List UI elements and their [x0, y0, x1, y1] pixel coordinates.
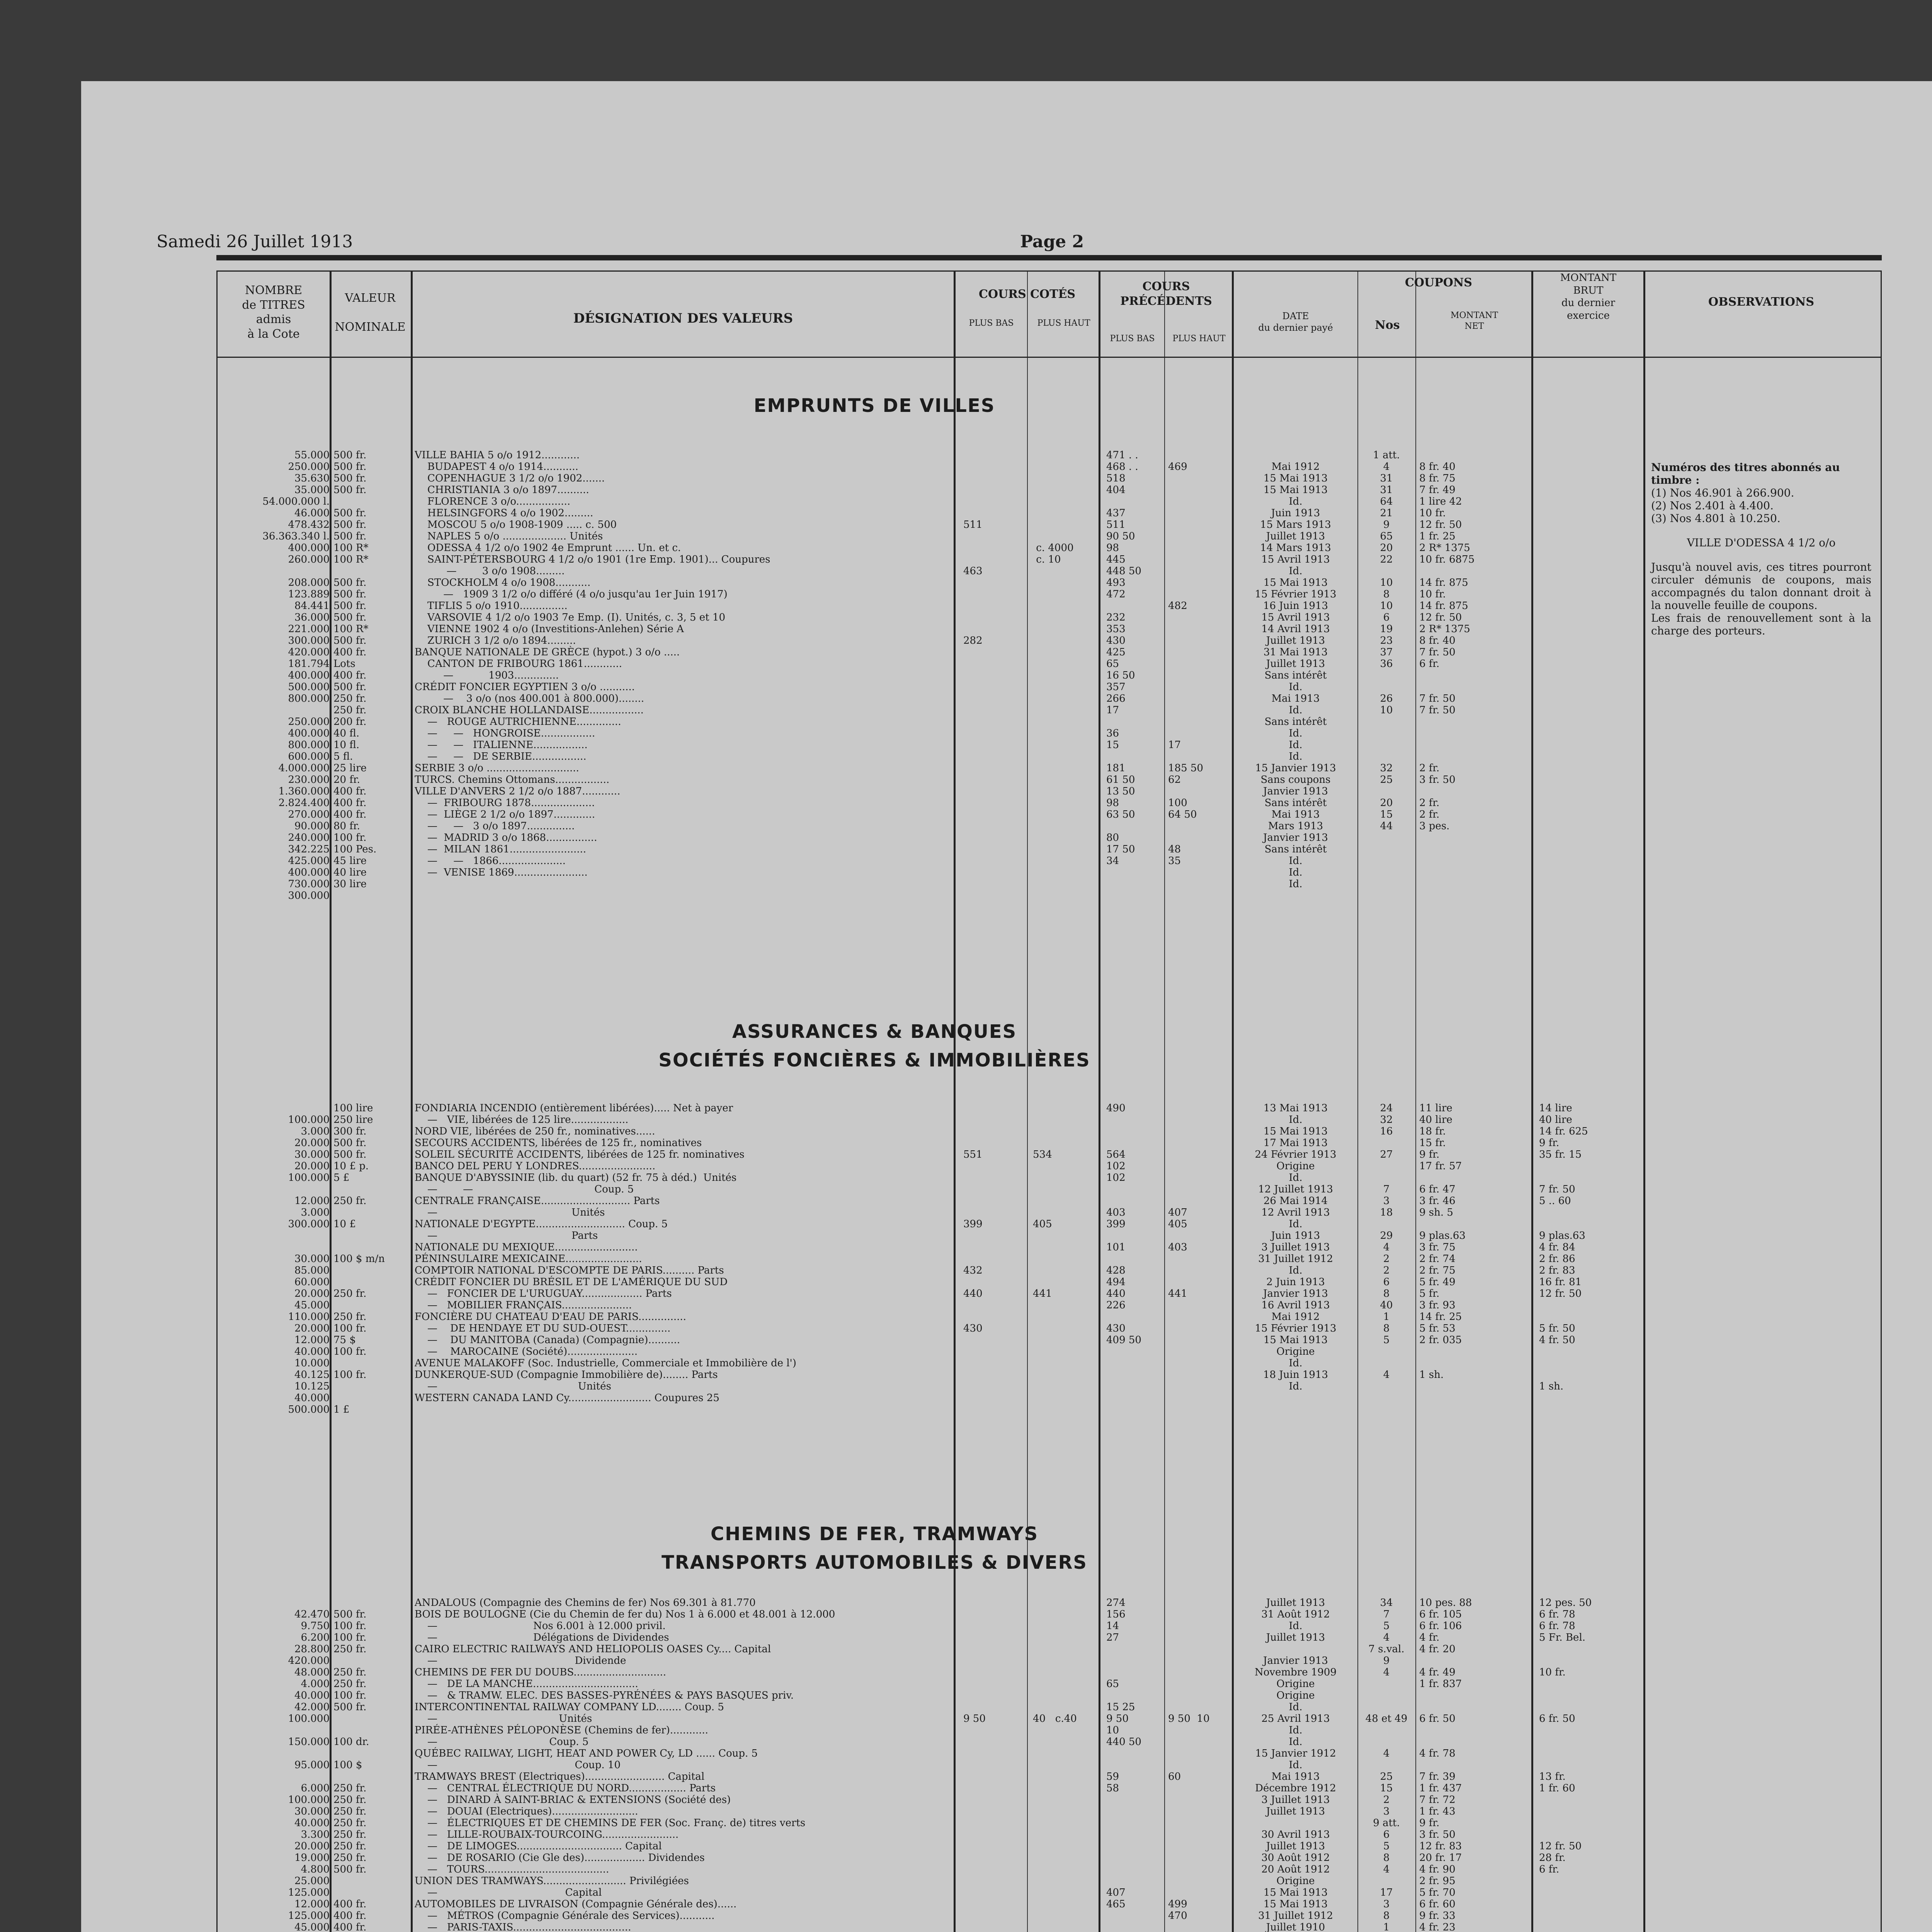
header-prec-plus-bas: PLUS BAS: [1110, 334, 1155, 344]
villes-coupon-dates: Mai 1912 15 Mai 1913 15 Mai 1913 Id. Juin 1913 15 Mars 1913 Juillet 1913 14 Mars 1913 15 Avril 1913 Id. 15 Mai 1913 15 Février 1913 16 Juin 1913 15 Avril 1913 14 Avril 1913 Juillet 1913 31 Mai 1913 Juillet 1913 Sans intérêt Id. Mai 1913 Id. Sans intérêt Id. Id. Id. 15 Janvier 1913 Sans coupons Janvier 1913 Sans intérêt Mai 1913 Mars 1913 Janvier 1913 Sans intérêt Id. Id. Id.: [1255, 461, 1337, 890]
villes-montants: 8 fr. 40 8 fr. 75 7 fr. 49 1 lire 42 10 fr. 12 fr. 50 1 fr. 25 2 R* 1375 10 fr. 6875 14 fr. 875 10 fr. 14 fr. 875 12 fr. 50 2 R* 1375 8 fr. 40 7 fr. 50 6 fr. 7 fr. 50 7 fr. 50 2 fr. 3 fr. 50 2 fr. 2 fr. 3 pes.: [1419, 461, 1475, 832]
header-montant-net: MONTANT NET: [1450, 311, 1498, 331]
header-valeur: VALEUR NOMINALE: [335, 291, 406, 334]
header-cours-precedents: COURS PRÉCÉDENTS: [1120, 280, 1212, 308]
section-title-villes: EMPRUNTS DE VILLES: [753, 395, 995, 417]
obs-timbre-body: (1) Nos 46.901 à 266.900. (2) Nos 2.401 à 4.400. (3) Nos 4.801 à 10.250.: [1651, 486, 1794, 525]
header-nombre: NOMBRE de TITRES admis à la Cote: [242, 284, 305, 341]
header-cours-cotes: COURS COTÉS: [978, 287, 1076, 301]
cdf-designations: ANDALOUS (Compagnie des Chemins de fer) Nos 69.301 à 81.770 BOIS DE BOULOGNE (Cie du Chemin de fer du) Nos 1 à 6.000 et 48.001 à 12.000 — Nos 6.001 à 12.000 privil. — Délégations de Dividendes CAIRO ELECTRIC RAILWAYS AND HELIOPOLIS OASES Cy.... Capital — Dividende CHEMINS DE FER DU DOUBS............................. — DE LA MANCHE................................. — & TRAMW. ELEC. DES BASSES-PYRÉNÉES & PAYS BASQUES priv. INTERCONTINENTAL RAILWAY COMPANY LD........ Coup. 5 — Unités PIRÉE-ATHÈNES PÉLOPONÈSE (Chemins de fer)............ — Coup. 5 QUÉBEC RAILWAY, LIGHT, HEAT AND POWER Cy, LD ...... Coup. 5 — Coup. 10 TRAMWAYS BREST (Electriques)......................... Capital — CENTRAL ÉLECTRIQUE DU NORD.................. Parts — DINARD À SAINT-BRIAC & EXTENSIONS (Société des) — DOUAI (Electriques)........................... — ÉLECTRIQUES ET DE CHEMINS DE FER (Soc. Franç. de) titres verts — LILLE-ROUBAIX-TOURCOING........................ — DE LIMOGES................................. Capital — DE ROSARIO (Cie Gle des)................... Dividendes — TOURS....................................... UNION DES TRAMWAYS.......................... Privilégiées — Capital AUTOMOBILES DE LIVRAISON (Compagnie Générale des)...... — MÉTROS (Compagnie Générale des Services)........... — PARIS-TAXIS.....................................: [415, 1597, 835, 1932]
assur-coupon-dates: 13 Mai 1913 Id. 15 Mai 1913 17 Mai 1913 24 Février 1913 Origine Id. 12 Juillet 1913 26 Mai 1914 12 Avril 1913 Id. Juin 1913 3 Juillet 1913 31 Juillet 1912 Id. 2 Juin 1913 Janvier 1913 16 Avril 1913 Mai 1912 15 Février 1913 15 Mai 1913 Origine Id. 18 Juin 1913 Id.: [1255, 1102, 1337, 1392]
assur-cours-haut: 534 405 441: [1033, 1149, 1052, 1299]
column-divider: [1643, 272, 1645, 1932]
cdf-brut: 12 pes. 50 6 fr. 78 6 fr. 78 5 Fr. Bel. 10 fr. 6 fr. 50 13 fr. 1 fr. 60 12 fr. 50 28 fr. 6 fr.: [1539, 1597, 1592, 1875]
section-cdf-line1: CHEMINS DE FER, TRAMWAYS: [710, 1523, 1039, 1545]
assur-brut: 14 lire 40 lire 14 fr. 625 9 fr. 35 fr. 15 7 fr. 50 5 .. 60 9 plas.63 4 fr. 84 2 fr. 86 2 fr. 83 16 fr. 81 12 fr. 50 5 fr. 50 4 fr. 50 1 sh.: [1539, 1102, 1588, 1392]
cdf-prec-haut: 9 50 10 60 499 470: [1168, 1713, 1210, 1922]
cdf-coupon-nos: 34 7 5 4 7 s.val. 9 4 48 et 49 4 25 15 2 3 9 att. 6 5 8 4 17 3 8 1: [1365, 1597, 1408, 1932]
header-bottom-rule: [218, 357, 1881, 358]
cdf-nombres: 42.470 9.750 6.200 28.800 420.000 48.000 4.000 40.000 42.000 100.000 150.000 95.000 6.000 100.000 30.000 40.000 3.300 20.000 19.000 4.800 25.000 125.000 12.000 125.000 45.000: [288, 1609, 330, 1932]
section-assurances-line1: ASSURANCES & BANQUES: [732, 1021, 1017, 1043]
header-plus-bas: PLUS BAS: [969, 318, 1014, 328]
column-divider: [330, 272, 332, 1932]
assur-designations: FONDIARIA INCENDIO (entièrement libérées)..... Net à payer — VIE, libérées de 125 lire.................. NORD VIE, libérées de 250 fr., nominatives...... SECOURS ACCIDENTS, libérées de 125 fr., nominatives SOLEIL SÉCURITÉ ACCIDENTS, libérées de 125 fr. nominatives BANCO DEL PERU Y LONDRES........................ BANQUE D'ABYSSINIE (lib. du quart) (52 fr. 75 à déd.) Unités — — Coup. 5 CENTRALE FRANÇAISE............................ Parts — Unités NATIONALE D'EGYPTE............................ Coup. 5 — Parts NATIONALE DU MEXIQUE.......................... PÉNINSULAIRE MEXICAINE........................ COMPTOIR NATIONAL D'ESCOMPTE DE PARIS.......... Parts CRÉDIT FONCIER DU BRÉSIL ET DE L'AMÉRIQUE DU SUD — FONCIER DE L'URUGUAY................... Parts — MOBILIER FRANÇAIS...................... FONCIÈRE DU CHATEAU D'EAU DE PARIS............... — DE HENDAYE ET DU SUD-OUEST.............. — DU MANITOBA (Canada) (Compagnie).......... — MAROCAINE (Société)...................... AVENUE MALAKOFF (Soc. Industrielle, Commerciale et Immobilière de l') DUNKERQUE-SUD (Compagnie Immobilière de)........ Parts — Unités WESTERN CANADA LAND Cy.......................... Coupures 25: [415, 1102, 796, 1404]
cdf-montants: 10 pes. 88 6 fr. 105 6 fr. 106 4 fr. 4 fr. 20 4 fr. 49 1 fr. 837 6 fr. 50 4 fr. 78 7 fr. 39 1 fr. 437 7 fr. 72 1 fr. 43 9 fr. 3 fr. 50 12 fr. 83 20 fr. 17 4 fr. 90 2 fr. 95 5 fr. 70 6 fr. 60 9 fr. 33 4 fr. 23: [1419, 1597, 1472, 1932]
section-title-assurances: [604, 1017, 1145, 1075]
page-number: Page 2: [1020, 232, 1084, 252]
column-divider: [1415, 272, 1416, 1932]
column-divider: [1232, 272, 1234, 1932]
obs-odessa-title: VILLE D'ODESSA 4 1/2 o/o: [1687, 536, 1836, 549]
cdf-valeurs: 500 fr. 100 fr. 100 fr. 250 fr. 250 fr. 250 fr. 100 fr. 500 fr. 100 dr. 100 $ 250 fr. 250 fr. 250 fr. 250 fr. 250 fr. 250 fr. 250 fr. 500 fr. 400 fr. 400 fr. 400 fr.: [333, 1609, 369, 1932]
column-divider: [1099, 272, 1100, 1932]
header-coupon-date: DATE du dernier payé: [1258, 311, 1333, 333]
column-divider: [1027, 272, 1028, 1932]
obs-timbre-title: Numéros des titres abonnés au timbre :: [1651, 461, 1840, 486]
assur-nombres: 100.000 3.000 20.000 30.000 20.000 100.000 12.000 3.000 300.000 30.000 85.000 60.000 20.000 45.000 110.000 20.000 12.000 40.000 10.000 40.125 10.125 40.000 500.000: [288, 1114, 330, 1415]
obs-odessa-body: Jusqu'à nouvel avis, ces titres pourront circuler démunis de coupons, mais accompagnés du talon donnant droit à la nouvelle feuille de coupons. Les frais de renouvellement sont à la charge des porteurs.: [1651, 561, 1871, 637]
cdf-prec-bas: 274 156 14 27 65 15 25 9 50 10 440 50 59 58 407 465: [1106, 1597, 1141, 1910]
section-cdf-line2: TRANSPORTS AUTOMOBILES & DIVERS: [661, 1552, 1087, 1574]
section-assurances-line2: SOCIÉTÉS FONCIÈRES & IMMOBILIÈRES: [658, 1049, 1090, 1071]
column-divider: [1164, 272, 1165, 1932]
assur-montants: 11 lire 40 lire 18 fr. 15 fr. 9 fr. 17 fr. 57 6 fr. 47 3 fr. 46 9 sh. 5 9 plas.63 3 fr. 75 2 fr. 74 2 fr. 75 5 fr. 49 5 fr. 3 fr. 93 14 fr. 25 5 fr. 53 2 fr. 035 1 sh.: [1419, 1102, 1466, 1381]
villes-valeurs: 500 fr. 500 fr. 500 fr. 500 fr. 500 fr. 500 fr. 500 fr. 100 R* 100 R* 500 fr. 500 fr. 500 fr. 500 fr. 100 R* 500 fr. 400 fr. Lots 400 fr. 500 fr. 250 fr. 250 fr. 200 fr. 40 fl. 10 fl. 5 fl. 25 lire 20 fr. 400 fr. 400 fr. 400 fr. 80 fr. 100 fr. 100 Pes. 45 lire 40 lire 30 lire: [333, 449, 377, 890]
assur-cours-bas: 551 399 432 440 430: [963, 1149, 983, 1334]
header-rule: [216, 255, 1882, 260]
header-coupon-numero: Nos: [1375, 318, 1400, 332]
cdf-cours-haut: 40 c.40: [1033, 1713, 1077, 1725]
assur-prec-bas: 490 564 102 102 403 399 101 428 494 440 226 430 409 50: [1106, 1102, 1141, 1346]
column-divider: [411, 272, 413, 1932]
page-date: Samedi 26 Juillet 1913: [156, 232, 353, 252]
header-designation: DÉSIGNATION DES VALEURS: [573, 311, 793, 326]
column-divider: [1531, 272, 1533, 1932]
header-prec-plus-haut: PLUS HAUT: [1172, 334, 1226, 344]
assur-valeurs: 100 lire 250 lire 300 fr. 500 fr. 500 fr. 10 £ p. 5 £ 250 fr. 10 £ 100 $ m/n 250 fr. 250 fr. 100 fr. 75 $ 100 fr. 100 fr. 1 £: [333, 1102, 385, 1415]
header-montant-brut: MONTANT BRUT du dernier exercice: [1560, 272, 1617, 321]
villes-nombres: 55.000 250.000 35.630 35.000 54.000.000 l. 46.000 478.432 36.363.340 l. 400.000 260.000 208.000 123.889 84.441 36.000 221.000 300.000 420.000 181.794 400.000 500.000 800.000 250.000 400.000 800.000 600.000 4.000.000 230.000 1.360.000 2.824.400 270.000 90.000 240.000 342.225 425.000 400.000 730.000 300.000: [262, 449, 330, 901]
assur-prec-haut: 407 405 403 441: [1168, 1207, 1187, 1299]
header-observations: OBSERVATIONS: [1708, 295, 1815, 309]
villes-designations: VILLE BAHIA 5 o/o 1912............ BUDAPEST 4 o/o 1914........... COPENHAGUE 3 1/2 o/o 1902....... CHRISTIANIA 3 o/o 1897.......... FLORENCE 3 o/o................. HELSINGFORS 4 o/o 1902......... MOSCOU 5 o/o 1908-1909 ..... c. 500 NAPLES 5 o/o .................... Unités ODESSA 4 1/2 o/o 1902 4e Emprunt ...... Un. et c. SAINT-PÉTERSBOURG 4 1/2 o/o 1901 (1re Emp. 1901)... Coupures — 3 o/o 1908......... STOCKHOLM 4 o/o 1908........... — 1909 3 1/2 o/o différé (4 o/o jusqu'au 1er Juin 1917) TIFLIS 5 o/o 1910............... VARSOVIE 4 1/2 o/o 1903 7e Emp. (I). Unités, c. 3, 5 et 10 VIENNE 1902 4 o/o (Investitions-Anlehen) Série A ZURICH 3 1/2 o/o 1894......... BANQUE NATIONALE DE GRÈCE (hypot.) 3 o/o ..... CANTON DE FRIBOURG 1861............ — 1903.............. CRÉDIT FONCIER EGYPTIEN 3 o/o ........... — 3 o/o (nos 400.001 à 800.000)........ CROIX BLANCHE HOLLANDAISE................. — ROUGE AUTRICHIENNE.............. — — HONGROISE................. — — ITALIENNE................. — — DE SERBIE................. SERBIE 3 o/o ............................. TURCS. Chemins Ottomans................. VILLE D'ANVERS 2 1/2 o/o 1887............ — FRIBOURG 1878.................... — LIÈGE 2 1/2 o/o 1897............. — — 3 o/o 1897............... — MADRID 3 o/o 1868................ — MILAN 1861........................ — — 1866..................... — VENISE 1869.......................: [415, 449, 770, 878]
assur-coupon-nos: 24 32 16 27 7 3 18 29 4 2 2 6 8 40 1 8 5 4: [1380, 1102, 1393, 1381]
quotation-table: [216, 270, 1882, 1932]
cdf-cours-bas: 9 50: [963, 1713, 986, 1725]
villes-prec-haut: 469 482 17 185 50 62 100 64 50 48 35: [1168, 461, 1203, 867]
column-divider: [1357, 272, 1358, 1932]
villes-cours-bas: 511 463 282: [963, 519, 983, 646]
section-title-chemins-de-fer: [604, 1520, 1145, 1577]
column-divider: [954, 272, 956, 1932]
header-coupons: COUPONS: [1405, 276, 1472, 289]
observations-column: [1651, 461, 1871, 649]
villes-cours-haut: c. 4000 c. 10: [1036, 542, 1074, 565]
cdf-coupon-dates: Juillet 1913 31 Août 1912 Id. Juillet 1913 Janvier 1913 Novembre 1909 Origine Origine Id. 25 Avril 1913 Id. Id. 15 Janvier 1912 Id. Mai 1913 Décembre 1912 3 Juillet 1913 Juillet 1913 30 Avril 1913 Juillet 1913 30 Août 1912 20 Août 1912 Origine 15 Mai 1913 15 Mai 1913 31 Juillet 1912 Juillet 1910: [1254, 1597, 1337, 1932]
villes-prec-bas: 471 . . 468 . . 518 404 437 511 90 50 98 445 448 50 493 472 232 353 430 425 65 16 50 357 266 17 36 15 181 61 50 13 50 98 63 50 80 17 50 34: [1106, 449, 1141, 867]
villes-coupon-nos: 1 att. 4 31 31 64 21 9 65 20 22 10 8 10 6 19 23 37 36 26 10 32 25 20 15 44: [1373, 449, 1400, 832]
header-plus-haut: PLUS HAUT: [1037, 318, 1090, 328]
